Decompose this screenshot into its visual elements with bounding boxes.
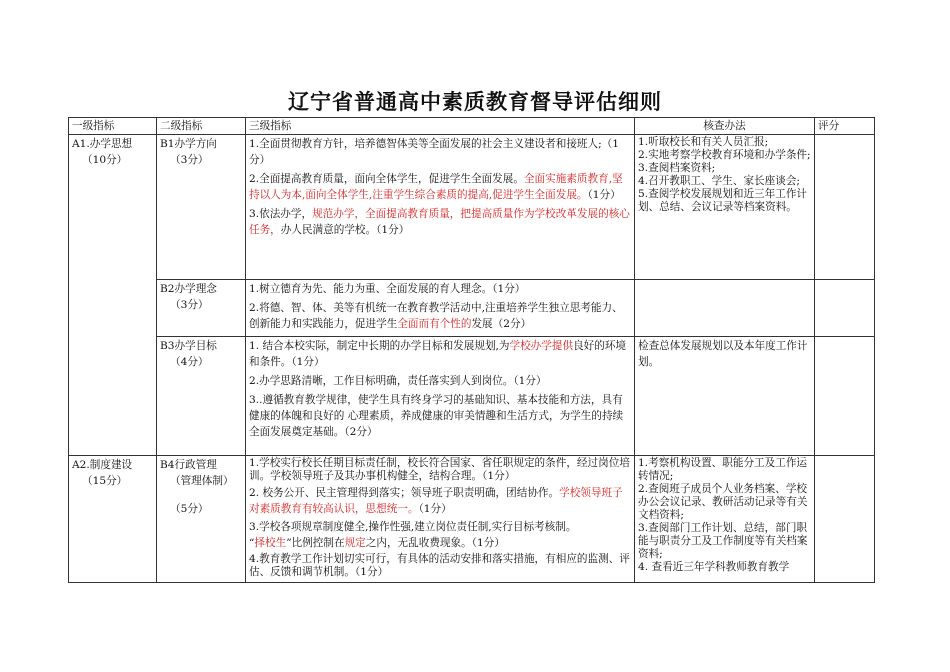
b1-score: （3分）	[170, 154, 209, 166]
b4-item-2-text: 2. 校务公开、民主管理得到落实；领导班子职责明确，团结协作。	[249, 487, 560, 499]
cell-b1	[157, 135, 246, 280]
b4-item-1: 1.学校实行校长任期目标责任制，校长符合国家、省任职规定的条件，经过岗位培训。学校领导班子及其办事机构健全，结构合理。（1分）	[249, 457, 630, 482]
b3-item-1-score: 良好的环境和条件。（1分）	[249, 340, 627, 368]
b3-item-1-highlight: 学校办学提供	[509, 340, 574, 352]
b4-name: B4行政管理	[160, 459, 217, 471]
b3-item-3: 3..遵循教育教学规律，使学生具有终身学习的基础知识、基本技能和方法，具有健康的体魄和良好的 心理素质，养成健康的审美情趣和生活方式，为学生的持续全面发展奠定基础。（2分）	[249, 394, 624, 438]
b1-name: B1办学方向	[160, 138, 217, 150]
header-score: 评分	[815, 118, 875, 135]
table-row	[69, 135, 875, 280]
b4-sub: （管理体制）	[170, 475, 234, 487]
b4-item-3-mid: ”比例控制在	[286, 537, 345, 549]
b1-item-2-score: （1分）	[587, 189, 621, 201]
b3-item-2: 2.办学思路清晰，工作目标明确，责任落实到人到岗位。（1分）	[249, 375, 547, 387]
b2-item-2	[249, 300, 631, 332]
a1-name: A1.办学思想	[72, 138, 133, 150]
b2-item-2-highlight: 全面而有个性的	[397, 318, 472, 330]
table-row	[69, 280, 875, 337]
evaluation-table	[68, 117, 875, 583]
table-row	[69, 456, 875, 583]
b4-check-2: 2.查阅班子成员个人业务档案、学校办公会议记录、教研活动记录等有关文档资料;	[638, 483, 808, 521]
b3-item-1-text: 1. 结合本校实际，制定中长期的办学目标和发展规划,为	[249, 340, 510, 352]
cell-b4-items	[246, 456, 635, 583]
b1-check-2: 2.实地考察学校教育环境和办学条件;	[638, 149, 811, 161]
a2-score: （15分）	[82, 475, 128, 487]
b1-item-3-highlight: 规范办学，全面提高教育质量，把提高质量作为学校改革发展的核心任务，	[249, 208, 630, 236]
cell-b3-check: 检查总体发展规划以及本年度工作计划。	[635, 337, 815, 456]
b1-item-2	[249, 171, 631, 203]
cell-b3-items	[246, 337, 635, 456]
b2-item-2-text: 2.将德、智、体、美等有机统一在教育教学活动中,注重培养学生独立思考能力、创新能力和实践能力，促进学生	[249, 302, 623, 330]
b4-item-3-end: 之内，无乱收费现象。（1分）	[365, 537, 505, 549]
cell-score	[815, 456, 875, 583]
b1-item-3	[249, 206, 631, 238]
b1-item-3-score: 办人民满意的学校。（1分）	[280, 224, 410, 236]
a1-score: （10分）	[82, 154, 128, 166]
b4-item-2-highlight: 学校领导班子对素质教育有较高认识，思想统一。	[249, 487, 623, 515]
cell-b4	[157, 456, 246, 583]
cell-b4-check	[635, 456, 815, 583]
b2-item-2-score: 发展（2分）	[471, 318, 532, 330]
b4-item-3	[249, 519, 631, 551]
b4-score: （5分）	[170, 503, 209, 515]
b2-item-1: 1.树立德育为先、能力为重、全面发展的育人理念。（1分）	[249, 283, 526, 295]
cell-score	[815, 337, 875, 456]
b2-score: （3分）	[170, 299, 209, 311]
document-title: 辽宁省普通高中素质教育督导评估细则	[288, 90, 662, 114]
b3-score: （4分）	[170, 356, 209, 368]
table-row	[69, 337, 875, 456]
cell-b2-check	[635, 280, 815, 337]
cell-a1	[69, 135, 157, 456]
header-level1: 一级指标	[69, 118, 157, 135]
b1-item-3-text: 3.依法办学，	[249, 208, 313, 220]
b4-item-4: 4.教育教学工作计划切实可行，有具体的活动安排和落实措施，有相应的监测、评估、反馈和调节机制。（1分）	[249, 553, 630, 578]
cell-b2	[157, 280, 246, 337]
b1-check-3: 3.查阅档案资料;	[638, 162, 716, 174]
cell-b1-items	[246, 135, 635, 280]
cell-b2-items	[246, 280, 635, 337]
cell-b1-check	[635, 135, 815, 280]
header-row	[69, 118, 875, 135]
b4-item-3-quote: “	[249, 537, 255, 549]
b1-check-4: 4.召开教职工、学生、家长座谈会;	[638, 175, 800, 187]
b4-check-4: 4. 查看近三年学科教师教育教学	[638, 561, 790, 573]
b1-check-5: 5.查阅学校发展规划和近三年工作计划、总结、会议记录等档案资料。	[638, 188, 808, 213]
cell-score	[815, 280, 875, 337]
b4-check-1: 1.考察机构设置、职能分工及工作运转情况;	[638, 457, 808, 482]
spacer	[160, 489, 242, 501]
b4-item-2	[249, 485, 631, 517]
b3-name: B3办学目标	[160, 340, 217, 352]
b4-check-3: 3.查阅部门工作计划、总结，部门职能与职责分工及工作制度等有关档案资料;	[638, 522, 808, 560]
b3-item-1	[249, 338, 631, 370]
b1-item-1: 1.全面贯彻教育方针，培养德智体美等全面发展的社会主义建设者和接班人;（1分）	[249, 138, 620, 166]
b4-item-2-score: （1分）	[418, 503, 452, 515]
b1-check-1: 1.听取校长和有关人员汇报;	[638, 136, 769, 148]
cell-score	[815, 135, 875, 280]
header-check-method: 核查办法	[635, 118, 815, 135]
cell-a2	[69, 456, 157, 583]
b4-item-3-highlight-2: 规定	[344, 537, 366, 549]
header-level2: 二级指标	[157, 118, 246, 135]
cell-b3	[157, 337, 246, 456]
b4-item-3-text: 3.学校各项规章制度健全,操作性强,建立岗位责任制,实行目标考核制。	[249, 521, 577, 533]
b2-name: B2办学理念	[160, 283, 217, 295]
a2-name: A2.制度建设	[72, 459, 133, 471]
header-level3: 三级指标	[246, 118, 635, 135]
b1-item-2-text: 2.全面提高教育质量，面向全体学生，促进学生全面发展。	[249, 173, 524, 185]
b4-item-3-highlight-1: 择校生	[254, 537, 287, 549]
b1-item-2-highlight: 全面实施素质教育,坚持以人为本,面向全体学生,注重学生综合素质的提高,促进学生全面发展。	[249, 173, 623, 201]
